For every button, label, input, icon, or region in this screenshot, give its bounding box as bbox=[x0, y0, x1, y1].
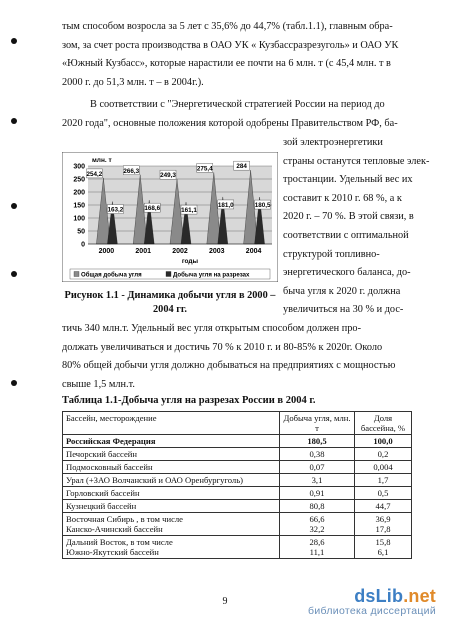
header-basin: Бассейн, месторождение bbox=[63, 412, 280, 435]
row-production: 180,5 bbox=[280, 435, 355, 448]
row-basin-name: Восточная Сибирь , в том числе Канско-Ачинский бассейн bbox=[63, 513, 280, 536]
coal-production-chart bbox=[62, 152, 278, 282]
text-line: страны останутся тепловые элек- bbox=[283, 155, 430, 167]
row-share: 15,8 6,1 bbox=[355, 536, 412, 559]
header-production: Добыча угля, млн. т bbox=[280, 412, 355, 435]
text-line: составит к 2010 г. 68 %, а к bbox=[283, 192, 402, 204]
x-tick-label: 2001 bbox=[135, 248, 151, 255]
watermark bbox=[308, 586, 436, 617]
row-production: 0,07 bbox=[280, 461, 355, 474]
x-tick-label: 2004 bbox=[245, 248, 262, 255]
row-basin-name: Кузнецкий бассейн bbox=[63, 500, 280, 513]
text-line: увеличиться на 30 % и дос- bbox=[283, 304, 404, 316]
data-label: 275,4 bbox=[196, 165, 213, 173]
text-line: должать увеличиваться и достичь 70 % к 2010 г. и 80-85% к 2020г. Около bbox=[62, 341, 383, 353]
legend-entry: Добыча угля на разрезах bbox=[173, 271, 250, 279]
text-line: 2020 г. – 70 %. В этой связи, в bbox=[283, 211, 414, 223]
data-label: 254,2 bbox=[86, 170, 103, 178]
row-production: 66,6 32,2 bbox=[280, 513, 355, 536]
text-line: тростанции. Удельный вес их bbox=[283, 174, 413, 186]
text-line: 2020 года", основные положения которой одобрены Правительством РФ, ба- bbox=[62, 117, 398, 129]
text-line: структурой топливно- bbox=[283, 248, 380, 260]
row-production: 28,6 11,1 bbox=[280, 536, 355, 559]
text-line: «Южный Кузбасс», которые нарастили ее почти на 6 млн. т (с 45,4 млн. т в bbox=[62, 58, 391, 70]
chart-svg bbox=[62, 152, 278, 282]
table-row bbox=[63, 448, 412, 461]
x-tick-label: 2000 bbox=[98, 248, 115, 255]
row-basin-name: Дальний Восток, в том числе Южно-Якутский бассейн bbox=[63, 536, 280, 559]
legend-swatch bbox=[166, 272, 171, 277]
table-row bbox=[63, 513, 412, 536]
table-row bbox=[63, 474, 412, 487]
row-basin-name: Горловский бассейн bbox=[63, 487, 280, 500]
table-row bbox=[63, 536, 412, 559]
text-line: зой электроэнергетики bbox=[283, 137, 383, 148]
text-line: быча угля к 2020 г. должна bbox=[283, 285, 401, 297]
punch-hole bbox=[11, 38, 17, 44]
x-tick-label: 2003 bbox=[209, 248, 225, 255]
page-number: 9 bbox=[222, 596, 228, 607]
data-label: 163,2 bbox=[107, 206, 124, 214]
y-tick-label: 0 bbox=[81, 241, 85, 249]
row-share: 100,0 bbox=[355, 435, 412, 448]
row-basin-name: Подмосковный бассейн bbox=[63, 461, 280, 474]
text-line: тичь 340 млн.т. Удельный вес угля открытым способом должен про- bbox=[62, 323, 362, 334]
row-basin-name: Российская Федерация bbox=[63, 435, 280, 448]
row-share: 0,2 bbox=[355, 448, 412, 461]
y-tick-label: 150 bbox=[73, 202, 85, 210]
text-line: свыше 1,5 млн.т. bbox=[62, 378, 135, 390]
row-share: 1,7 bbox=[355, 474, 412, 487]
table-row bbox=[63, 500, 412, 513]
row-share: 44,7 bbox=[355, 500, 412, 513]
watermark-logo-b: .net bbox=[403, 586, 436, 606]
row-share: 36,9 17,8 bbox=[355, 513, 412, 536]
x-axis-label: годы bbox=[181, 258, 199, 265]
text-line: энергетического баланса, до- bbox=[283, 267, 411, 279]
data-label: 161,1 bbox=[181, 207, 197, 215]
watermark-logo-a: dsLib bbox=[354, 586, 404, 606]
x-tick-label: 2002 bbox=[172, 248, 188, 255]
data-label: 181,0 bbox=[217, 201, 234, 209]
punch-hole bbox=[11, 271, 17, 277]
table-header-row bbox=[63, 412, 412, 435]
table-row bbox=[63, 461, 412, 474]
y-tick-label: 200 bbox=[73, 189, 85, 197]
paragraph-right-column bbox=[283, 134, 430, 320]
watermark-logo bbox=[308, 586, 436, 607]
table-row bbox=[63, 435, 412, 448]
data-label: 168,6 bbox=[144, 205, 161, 213]
data-label: 180,5 bbox=[254, 202, 271, 210]
figure-caption: Рисунок 1.1 - Динамика добычи угля в 2000 – 2004 гг. bbox=[64, 290, 276, 315]
punch-hole bbox=[11, 380, 17, 386]
table-title: Таблица 1.1-Добыча угля на разрезах России в 2004 г. bbox=[62, 395, 316, 406]
data-label: 284 bbox=[236, 163, 247, 171]
row-basin-name: Печорский бассейн bbox=[63, 448, 280, 461]
watermark-subtitle: библиотека диссертаций bbox=[308, 605, 436, 617]
text-line: тым способом возросла за 5 лет с 35,6% до 44,7% (табл.1.1), главным обра- bbox=[62, 21, 393, 32]
row-basin-name: Урал (+ЗАО Волчанский и ОАО Оренбургуголь) bbox=[63, 474, 280, 487]
coal-basin-table bbox=[62, 411, 412, 559]
row-production: 80,8 bbox=[280, 500, 355, 513]
y-tick-label: 50 bbox=[77, 228, 85, 236]
paragraph-top bbox=[62, 18, 407, 92]
header-share: Доля бассейна, % bbox=[355, 412, 412, 435]
text-line: соответствии с оптимальной bbox=[283, 229, 409, 241]
text-line: В соответствии с "Энергетической стратегией России на период до bbox=[90, 99, 385, 110]
row-share: 0,004 bbox=[355, 461, 412, 474]
legend-entry: Общая добыча угля bbox=[81, 271, 142, 279]
y-tick-label: 100 bbox=[73, 215, 85, 223]
row-production: 0,38 bbox=[280, 448, 355, 461]
row-share: 0,5 bbox=[355, 487, 412, 500]
text-line: 2000 г. до 51,3 млн. т – в 2004г.). bbox=[62, 76, 204, 88]
y-tick-label: 300 bbox=[73, 163, 85, 171]
legend-swatch bbox=[74, 272, 79, 277]
y-tick-label: 250 bbox=[73, 176, 85, 184]
unit-label: млн. т bbox=[92, 157, 112, 164]
row-production: 0,91 bbox=[280, 487, 355, 500]
paragraph-bottom bbox=[62, 320, 407, 394]
row-production: 3,1 bbox=[280, 474, 355, 487]
data-label: 249,3 bbox=[160, 172, 176, 180]
data-label: 266,3 bbox=[123, 167, 140, 175]
table-row bbox=[63, 487, 412, 500]
punch-hole bbox=[11, 203, 17, 209]
text-line: 80% общей добычи угля должно добываться на предприятиях с мощностью bbox=[62, 360, 396, 372]
paragraph-strategy bbox=[62, 96, 407, 133]
text-line: зом, за счет роста производства в ОАО УК « Кузбассразрезуголь» и ОАО УК bbox=[62, 39, 399, 51]
punch-hole bbox=[11, 118, 17, 124]
